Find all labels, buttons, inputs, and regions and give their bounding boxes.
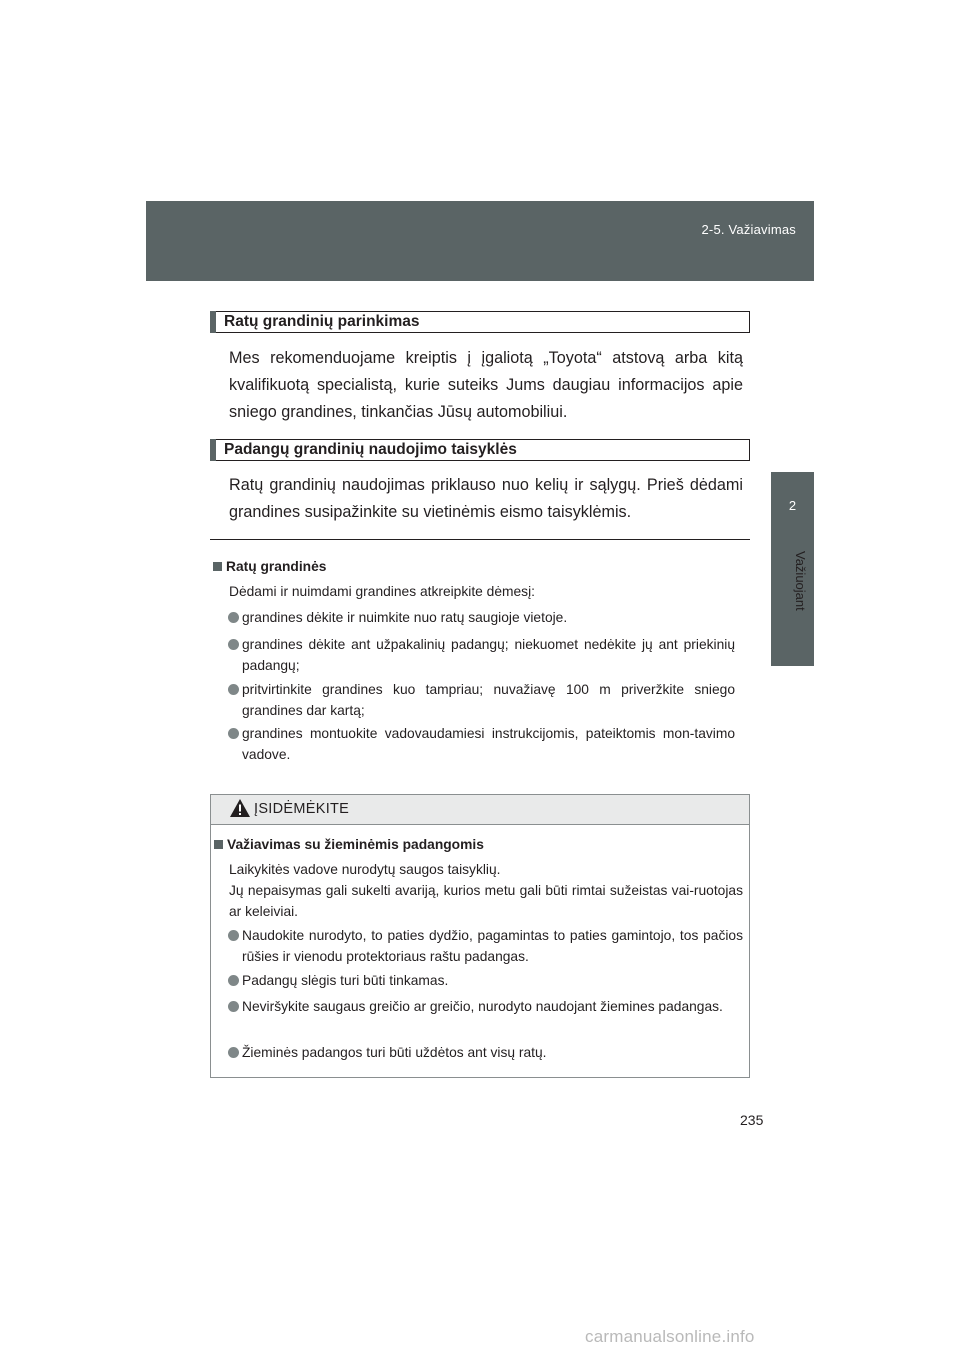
round-bullet-icon bbox=[228, 612, 239, 623]
caution-title bbox=[214, 837, 484, 852]
caution-bullet-text: Neviršykite saugaus greičio ar greičio, nurodyto naudojant žiemines padangas. bbox=[242, 999, 723, 1014]
header-band bbox=[146, 201, 814, 281]
divider-line bbox=[210, 539, 750, 540]
section-heading-title: Ratų grandinių parinkimas bbox=[224, 313, 420, 330]
note-bullet-text: grandines montuokite vadovaudamiesi instrukcijomis, pateiktomis mon-tavimo vadove. bbox=[242, 726, 735, 762]
caution-header-label: ĮSIDĖMĖKITE bbox=[254, 801, 350, 817]
page-number: 235 bbox=[740, 1112, 764, 1128]
caution-header bbox=[211, 795, 749, 825]
caution-bullet-text: Padangų slėgis turi būti tinkamas. bbox=[242, 973, 449, 988]
note-bullet-text: pritvirtinkite grandines kuo tampriau; nuvažiavę 100 m priveržkite sniego grandines dar kartą; bbox=[242, 682, 735, 718]
section-body-chain-selection: Mes rekomenduojame kreiptis į įgaliotą „Toyota“ atstovą arba kitą kvalifikuotą specialistą, kurie suteiks Jums daugiau informacijos apie sniego grandines, tinkančias Jūsų automobiliui. bbox=[229, 349, 743, 421]
note-title-text: Ratų grandinės bbox=[226, 559, 327, 574]
heading-accent-bar bbox=[210, 311, 216, 333]
section-heading-chain-rules bbox=[210, 439, 750, 461]
heading-accent-bar bbox=[210, 439, 216, 461]
section-heading-chain-selection bbox=[210, 311, 750, 333]
warning-triangle-icon bbox=[229, 798, 251, 818]
watermark: carmanualsonline.info bbox=[585, 1327, 755, 1346]
note-bullet-text: grandines dėkite ant užpakalinių padangų; niekuomet nedėkite jų ant priekinių padangų; bbox=[242, 637, 735, 673]
caution-line: Jų nepaisymas gali sukelti avariją, kurios metu gali būti rimtai sužeistas vai-ruotojas ar keleiviai. bbox=[229, 883, 743, 919]
note-bullet bbox=[242, 607, 742, 628]
caution-bullet bbox=[242, 996, 743, 1017]
round-bullet-icon bbox=[228, 639, 239, 650]
caution-bullet-text: Naudokite nurodyto, to paties dydžio, pagamintas to paties gamintojo, tos pačios rūšies ir vienodu protektoriaus raštu padangas. bbox=[242, 928, 743, 964]
round-bullet-icon bbox=[228, 975, 239, 986]
square-bullet-icon bbox=[214, 840, 223, 849]
note-bullet bbox=[242, 679, 735, 721]
section-heading-title: Padangų grandinių naudojimo taisyklės bbox=[224, 441, 517, 458]
caution-title-text: Važiavimas su žieminėmis padangomis bbox=[227, 837, 484, 852]
caution-bullet bbox=[242, 925, 743, 967]
note-title bbox=[213, 559, 326, 574]
caution-box bbox=[210, 794, 750, 1078]
note-bullet bbox=[242, 723, 735, 765]
round-bullet-icon bbox=[228, 684, 239, 695]
round-bullet-icon bbox=[228, 930, 239, 941]
chapter-tab-label: Važiuojant bbox=[793, 551, 808, 611]
chapter-tab-number: 2 bbox=[788, 498, 797, 513]
header-section-title: 2-5. Važiavimas bbox=[701, 222, 796, 237]
note-bullet bbox=[242, 634, 735, 676]
caution-line: Laikykitės vadove nurodytų saugos taisyklių. bbox=[229, 862, 501, 877]
caution-bullet bbox=[242, 1042, 743, 1063]
round-bullet-icon bbox=[228, 1047, 239, 1058]
square-bullet-icon bbox=[213, 562, 222, 571]
round-bullet-icon bbox=[228, 728, 239, 739]
caution-bullet bbox=[242, 970, 743, 991]
note-bullet-text: grandines dėkite ir nuimkite nuo ratų saugioje vietoje. bbox=[242, 610, 568, 625]
round-bullet-icon bbox=[228, 1001, 239, 1012]
section-body-chain-rules: Ratų grandinių naudojimas priklauso nuo kelių ir sąlygų. Prieš dėdami grandines susipažinkite su vietinėmis eismo taisyklėmis. bbox=[229, 476, 743, 521]
caution-bullet-text: Žieminės padangos turi būti uždėtos ant visų ratų. bbox=[242, 1045, 547, 1060]
note-intro: Dėdami ir nuimdami grandines atkreipkite dėmesį: bbox=[229, 584, 535, 599]
